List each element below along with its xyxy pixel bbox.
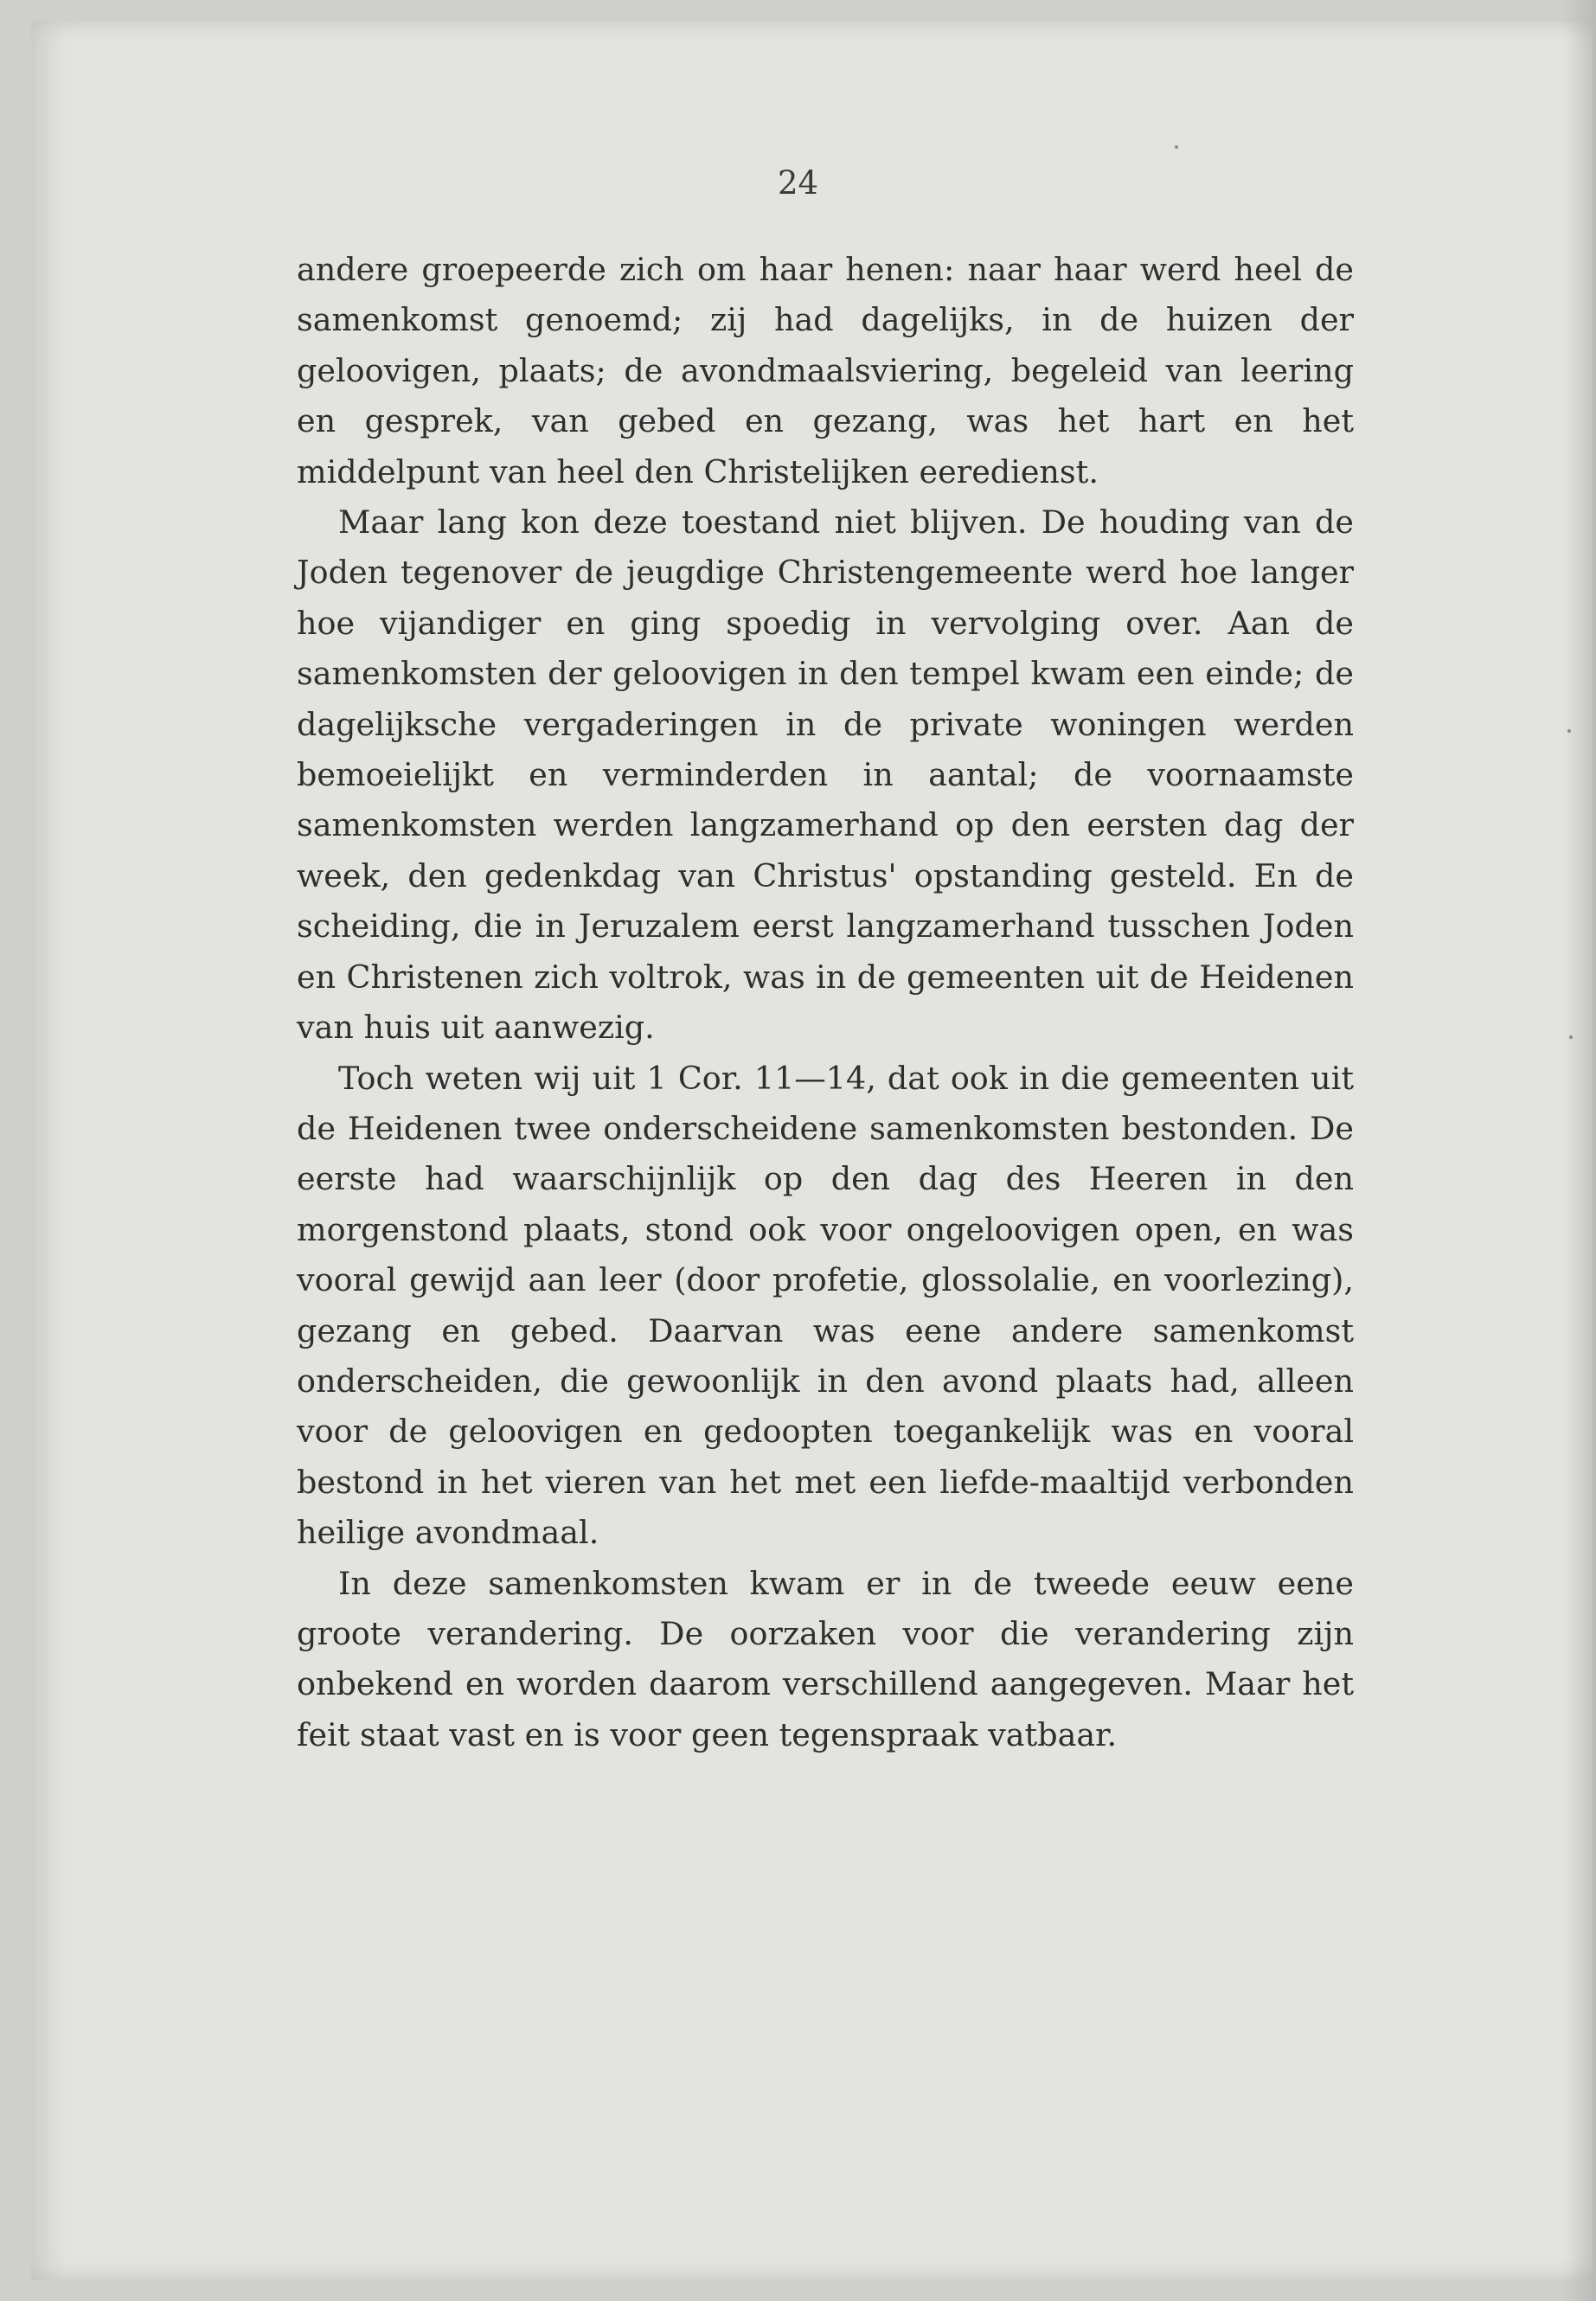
scan-speck <box>1567 729 1571 733</box>
page-edge-shadow <box>1561 0 1596 2301</box>
paragraph: Maar lang kon deze toestand niet blijven. De houding van de Joden tegenover de jeugdige Christengemeente werd hoe langer hoe vijandiger en ging spoedig in vervolging over. Aan de samenkomsten der geloovigen in den tempel kwam een einde; de dagelijksche vergaderingen in de private woningen werden bemoeielijkt en verminderden in aantal; de voornaamste samenkomsten werden langzamerhand op den eersten dag der week, den gedenkdag van Christus' opstanding gesteld. En de scheiding, die in Jeruzalem eerst langzamerhand tusschen Joden en Christenen zich voltrok, was in de gemeenten uit de Heidenen van huis uit aanwezig. <box>297 503 1354 1047</box>
scan-speck <box>1569 1035 1573 1039</box>
paragraph: Toch weten wij uit 1 Cor. 11—14, dat ook in die gemeenten uit de Heidenen twee onderscheidene samenkomsten bestonden. De eerste had waarschijnlijk op den dag des Heeren in den morgenstond plaats, stond ook voor ongeloovigen open, en was vooral gewijd aan leer (door profetie, glossolalie, en voorlezing), gezang en gebed. Daarvan was eene andere samenkomst onderscheiden, die gewoonlijk in den avond plaats had, alleen voor de geloovigen en gedoopten toegankelijk was en vooral bestond in het vieren van het met een liefde-maaltijd verbonden heilige avondmaal. <box>297 1059 1354 1552</box>
page-number: 24 <box>777 164 819 202</box>
body-text <box>297 245 1354 1760</box>
scan-speck <box>1175 145 1178 149</box>
paragraph: In deze samenkomsten kwam er in de tweede eeuw eene groote verandering. De oorzaken voor die verandering zijn onbekend en worden daarom verschillend aangegeven. Maar het feit staat vast en is voor geen tegenspraak vatbaar. <box>297 1564 1354 1753</box>
paragraph: andere groepeerde zich om haar henen: naar haar werd heel de samenkomst genoemd; zij had dagelijks, in de huizen der geloovigen, plaats; de avondmaalsviering, begeleid van leering en gesprek, van gebed en gezang, was het hart en het middelpunt van heel den Christelijken eeredienst. <box>297 251 1354 490</box>
